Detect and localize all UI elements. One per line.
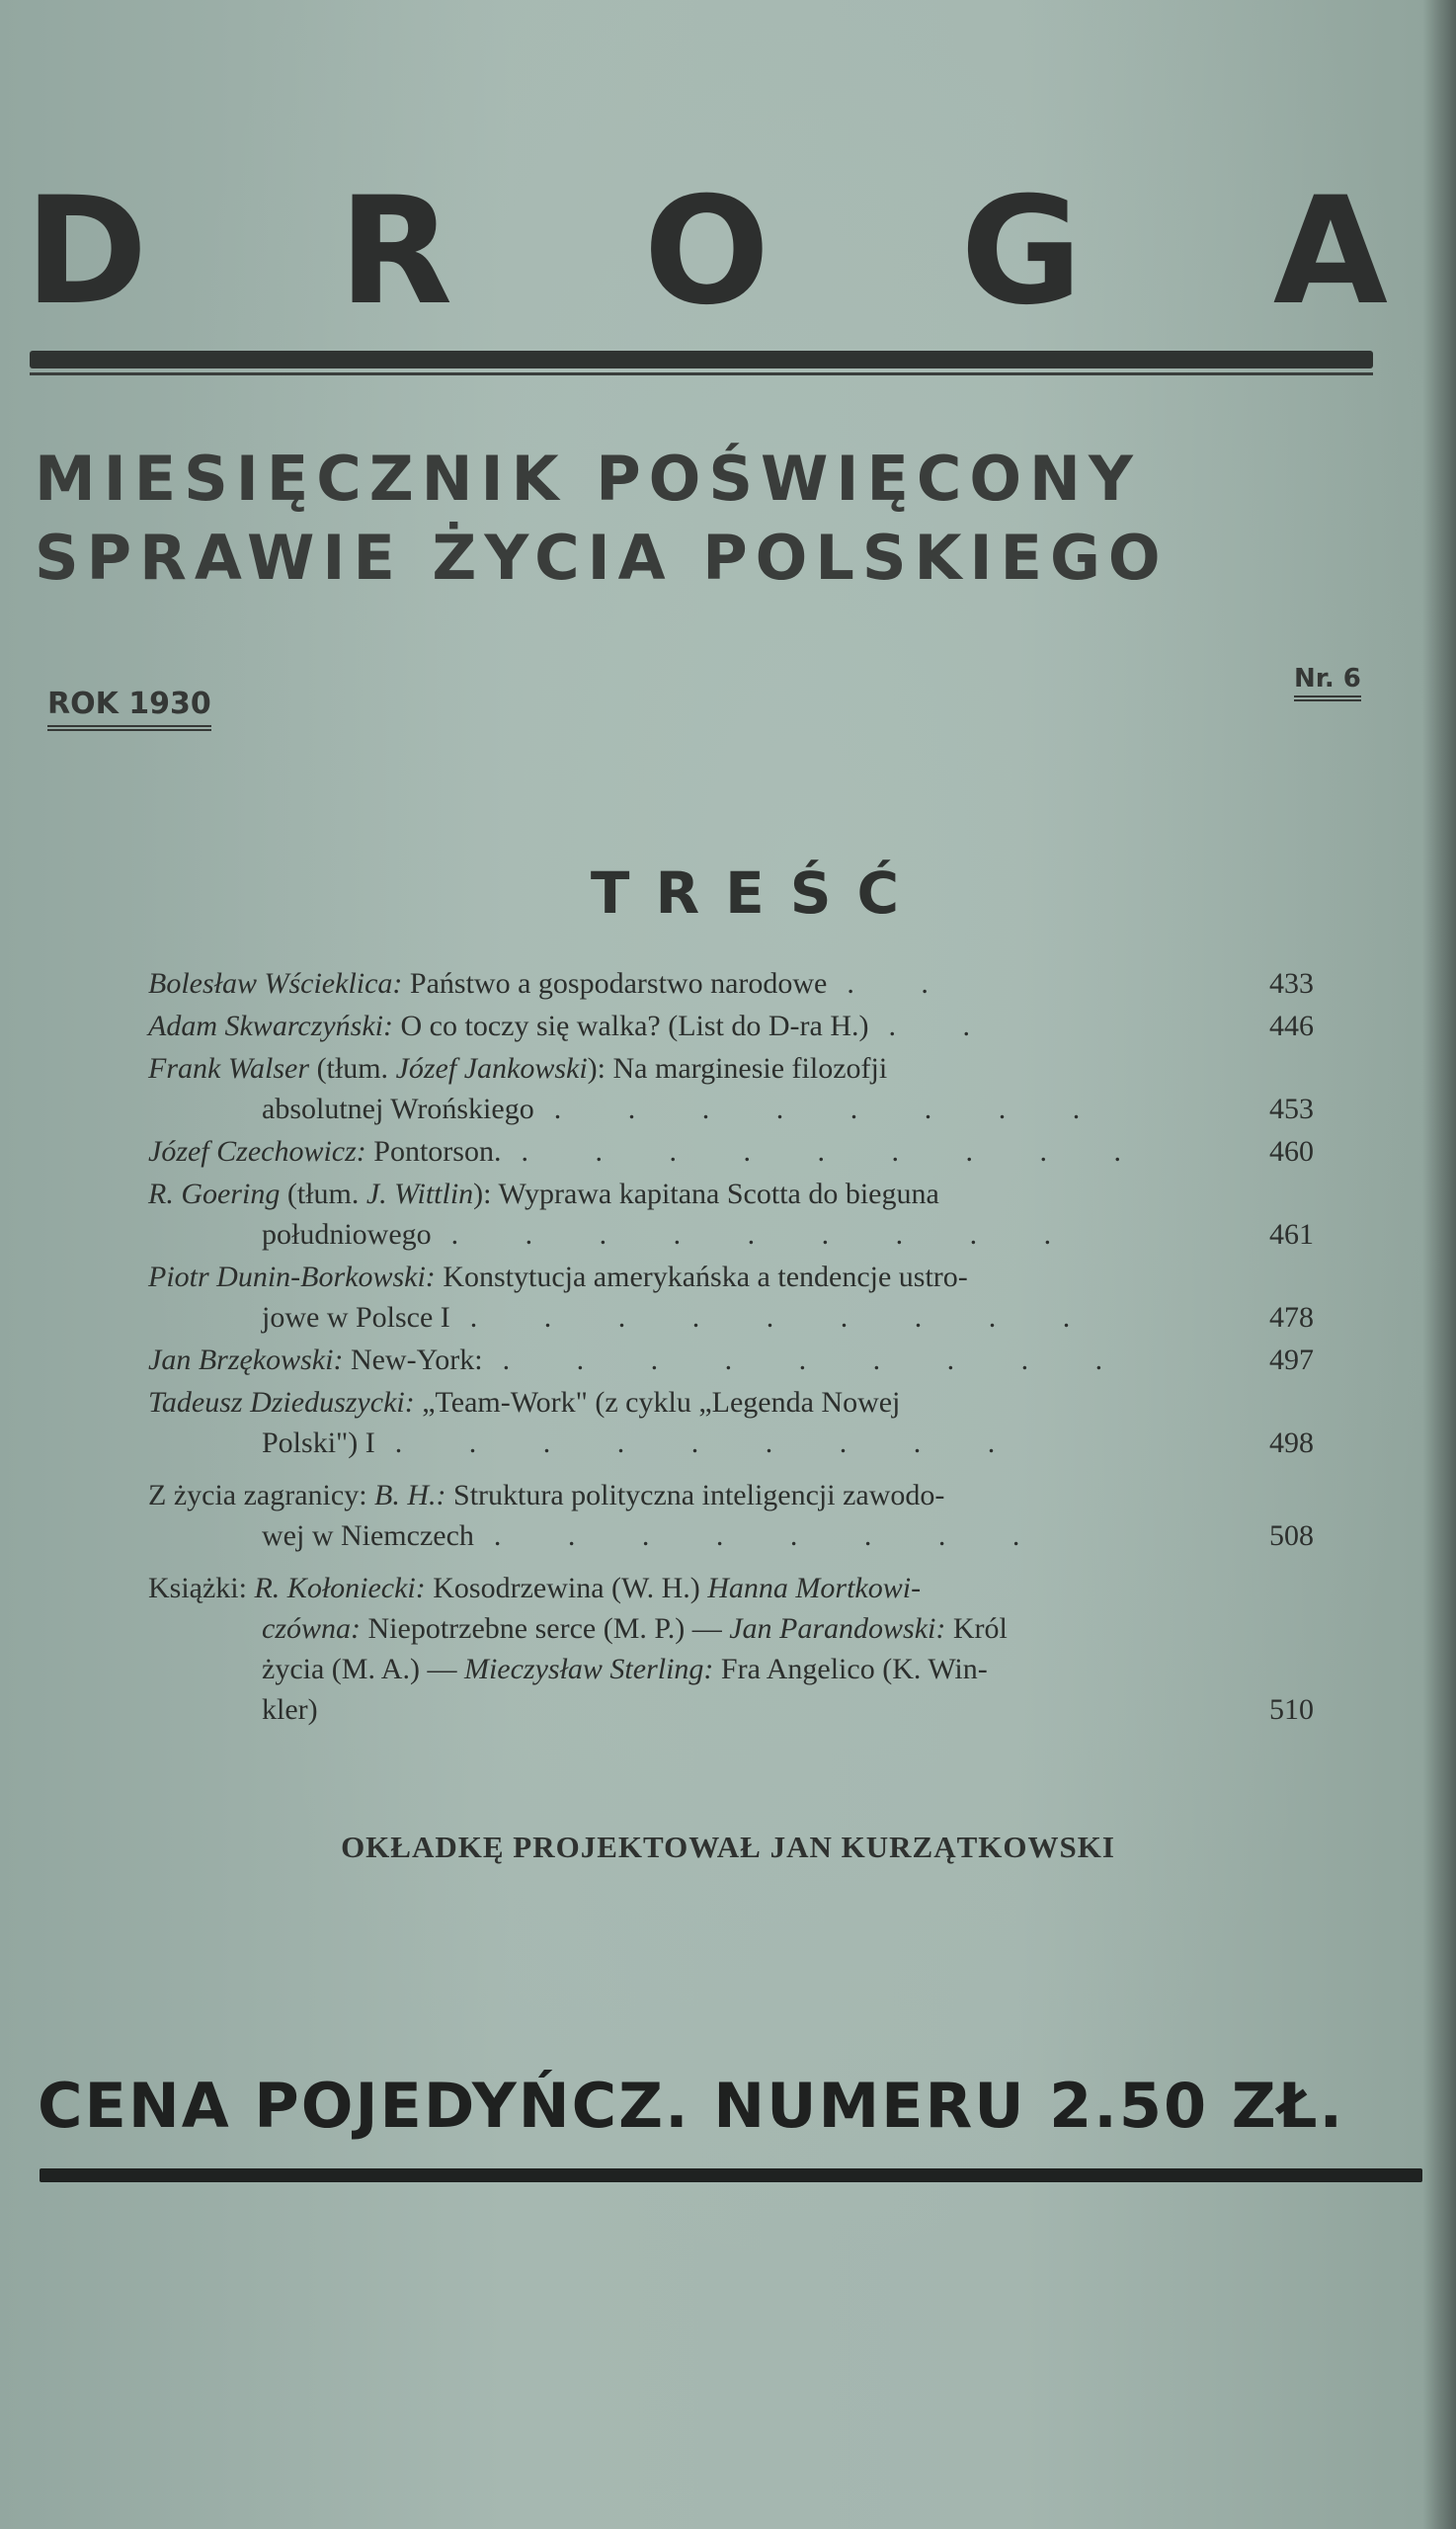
masthead-letter: R <box>338 166 453 338</box>
toc-title-cont: kler) <box>262 1693 318 1726</box>
toc-page: 498 <box>1269 1427 1314 1459</box>
toc-author: Adam Skwarczyński: <box>148 1010 393 1042</box>
toc-title: życia (M. A.) — <box>262 1653 464 1685</box>
toc-title-cont: południowego <box>262 1218 432 1251</box>
price-rule <box>40 2168 1422 2182</box>
issue-number: Nr. 6 <box>1294 664 1361 701</box>
masthead-rule <box>30 351 1373 368</box>
masthead-letter: O <box>643 166 770 338</box>
toc-entry: Z życia zagranicy: B. H.: Struktura polityczna inteligencji zawodo- wej w Niemczech . . . . . . . . 508 <box>148 1475 1314 1556</box>
toc-title: Struktura polityczna inteligencji zawodo- <box>445 1479 945 1511</box>
toc-title: ): Na marginesie filozofji <box>587 1052 888 1085</box>
toc-page: 461 <box>1269 1218 1314 1251</box>
toc-author-cont: czówna: <box>262 1612 361 1645</box>
toc-author: R. Goering <box>148 1178 281 1210</box>
toc-title: Król <box>945 1612 1008 1645</box>
toc-author: Piotr Dunin-Borkowski: <box>148 1261 436 1293</box>
toc-author: Tadeusz Dzieduszycki: <box>148 1386 415 1419</box>
toc-entry: Piotr Dunin-Borkowski: Konstytucja amerykańska a tendencje ustro- jowe w Polsce I . . . . . . . . . 478 <box>148 1257 1314 1338</box>
toc-author: Józef Czechowicz: <box>148 1135 366 1168</box>
masthead-title <box>25 166 1388 338</box>
toc-translator: J. Wittlin <box>365 1178 474 1210</box>
toc-page: 508 <box>1269 1519 1314 1552</box>
table-of-contents <box>148 963 1314 1730</box>
toc-title: Pontorson. <box>365 1135 502 1168</box>
toc-translator: Józef Jankowski <box>395 1052 588 1085</box>
toc-title: ): Wyprawa kapitana Scotta do bieguna <box>473 1178 939 1210</box>
toc-page: 510 <box>1269 1693 1314 1726</box>
masthead-letter: G <box>960 166 1083 338</box>
toc-entry: Józef Czechowicz: Pontorson. . . . . . . . . . 460 <box>148 1131 1314 1172</box>
toc-author: Jan Brzękowski: <box>148 1344 344 1376</box>
toc-page: 446 <box>1269 1010 1314 1042</box>
toc-title-cont: absolutnej Wrońskiego <box>262 1093 534 1125</box>
subtitle-line-2: SPRAWIE ŻYCIA POLSKIEGO <box>35 522 1169 594</box>
toc-entry: R. Goering (tłum. J. Wittlin): Wyprawa kapitana Scotta do bieguna południowego . . . . . . . . . 461 <box>148 1174 1314 1255</box>
toc-entry: Jan Brzękowski: New-York: . . . . . . . . . 497 <box>148 1340 1314 1380</box>
toc-entry: Adam Skwarczyński: O co toczy się walka? (List do D-ra H.) . . 446 <box>148 1006 1314 1046</box>
toc-entry <box>148 1568 1314 1730</box>
toc-page: 478 <box>1269 1301 1314 1334</box>
toc-author: R. Kołoniecki: <box>254 1572 426 1604</box>
masthead-letter: A <box>1272 166 1388 338</box>
cover-design-credit: OKŁADKĘ PROJEKTOWAŁ JAN KURZĄTKOWSKI <box>341 1830 1115 1864</box>
toc-section: Z życia zagranicy: <box>148 1479 375 1511</box>
toc-title: Fra Angelico (K. Win- <box>713 1653 988 1685</box>
toc-title: O co toczy się walka? (List do D-ra H.) <box>393 1010 869 1042</box>
toc-page: 453 <box>1269 1093 1314 1125</box>
toc-page: 497 <box>1269 1344 1314 1376</box>
toc-title-cont: wej w Niemczech <box>262 1519 474 1552</box>
toc-title: „Team-Work" (z cyklu „Legenda Nowej <box>414 1386 901 1419</box>
toc-page: 460 <box>1269 1135 1314 1168</box>
toc-author: Frank Walser <box>148 1052 310 1085</box>
toc-author: Bolesław Wścieklica: <box>148 967 403 1000</box>
masthead-rule-thin <box>30 372 1373 375</box>
toc-author: Hanna Mortkowi- <box>707 1572 922 1604</box>
issue-year: ROK 1930 <box>47 687 211 731</box>
toc-title: Państwo a gospodarstwo narodowe <box>402 967 828 1000</box>
subtitle <box>35 440 1388 598</box>
toc-section: Książki: <box>148 1572 255 1604</box>
toc-title: New-York: <box>343 1344 483 1376</box>
toc-text: (tłum. <box>280 1178 366 1210</box>
toc-text: (tłum. <box>309 1052 396 1085</box>
toc-entry: Frank Walser (tłum. Józef Jankowski): Na marginesie filozofji absolutnej Wrońskiego . . . . . . . . 453 <box>148 1048 1314 1129</box>
toc-entry: Tadeusz Dzieduszycki: „Team-Work" (z cyklu „Legenda Nowej Polski") I . . . . . . . . . 498 <box>148 1382 1314 1463</box>
subtitle-line-1: MIESIĘCZNIK POŚWIĘCONY <box>35 443 1141 515</box>
toc-title-cont: jowe w Polsce I <box>262 1301 450 1334</box>
toc-entry: Bolesław Wścieklica: Państwo a gospodarstwo narodowe . . 433 <box>148 963 1314 1004</box>
toc-author: Mieczysław Sterling: <box>463 1653 714 1685</box>
toc-title: Niepotrzebne serce (M. P.) — <box>361 1612 730 1645</box>
toc-page: 433 <box>1269 967 1314 1000</box>
toc-author: Jan Parandowski: <box>729 1612 946 1645</box>
price-line: CENA POJEDYŃCZ. NUMERU 2.50 ZŁ. <box>38 2070 1345 2142</box>
toc-author: B. H.: <box>374 1479 446 1511</box>
toc-title-cont: Polski") I <box>262 1427 375 1459</box>
toc-title: Kosodrzewina (W. H.) <box>425 1572 708 1604</box>
contents-heading: TREŚĆ <box>590 859 926 927</box>
toc-title: Konstytucja amerykańska a tendencje ustro- <box>435 1261 968 1293</box>
masthead-letter: D <box>25 166 148 338</box>
